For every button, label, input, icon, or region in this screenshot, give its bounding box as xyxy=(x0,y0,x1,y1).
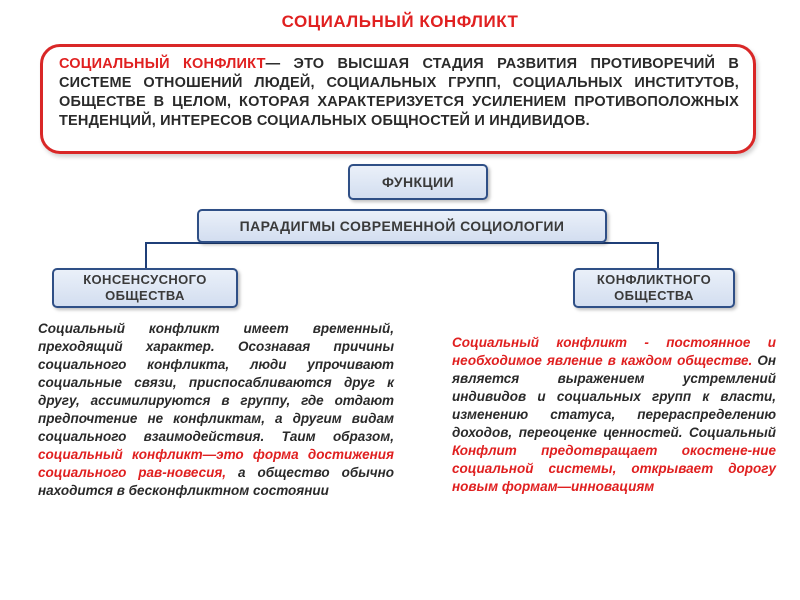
node-conflict-line1: КОНФЛИКТНОГО xyxy=(596,272,712,287)
conflict-text-part1: Он является выражением устремлений индивидов и социальных групп к власти, изменению статуса, перераспределению доходов, переоценке ценностей. Социальный xyxy=(452,353,777,440)
node-paradigms-label: ПАРАДИГМЫ СОВРЕМЕННОЙ СОЦИОЛОГИИ xyxy=(239,218,565,234)
conflict-description xyxy=(452,334,776,496)
node-consensus-society xyxy=(52,268,238,308)
node-functions xyxy=(348,164,488,200)
consensus-text-part2: а общество обычно находится в бесконфликтном состоянии xyxy=(38,465,394,498)
definition-term: СОЦИАЛЬНЫЙ КОНФЛИКТ xyxy=(59,56,266,72)
conflict-text-highlight2: Конфлит предотвращает окостене-ние социальной системы, открывает дорогу новым формам—инновациям xyxy=(452,443,776,494)
consensus-description xyxy=(38,320,394,500)
node-functions-label: ФУНКЦИИ xyxy=(382,174,454,190)
node-consensus-line2: ОБЩЕСТВА xyxy=(105,288,185,303)
node-conflict-society xyxy=(573,268,735,308)
node-consensus-line1: КОНСЕНСУСНОГО xyxy=(83,272,207,287)
node-conflict-line2: ОБЩЕСТВА xyxy=(614,288,694,303)
page-title: СОЦИАЛЬНЫЙ КОНФЛИКТ xyxy=(281,12,519,31)
node-paradigms xyxy=(197,209,607,243)
conflict-text-highlight1: Социальный конфликт - постоянное и необходимое явление в каждом обществе. xyxy=(452,335,776,368)
consensus-text-highlight: социальный конфликт—это форма достижения социального рав-новесия, xyxy=(38,447,394,480)
definition-text: — ЭТО ВЫСШАЯ СТАДИЯ РАЗВИТИЯ ПРОТИВОРЕЧИЙ В СИСТЕМЕ ОТНОШЕНИЙ ЛЮДЕЙ, СОЦИАЛЬНЫХ ГРУПП, СОЦИАЛЬНЫХ ИНСТИТУТОВ, ОБЩЕСТВЕ В ЦЕЛОМ, КОТОРАЯ ХАРАКТЕРИЗУЕТСЯ УСИЛЕНИЕМ ПРОТИВОПОЛОЖНЫХ ТЕНДЕНЦИЙ, ИНТЕРЕСОВ СОЦИАЛЬНЫХ ОБЩНОСТЕЙ И ИНДИВИДОВ. xyxy=(59,56,739,129)
consensus-text-part1: Социальный конфликт имеет временный, преходящий характер. Осознавая причины социального конфликта, люди упрочивают социальные связи, приспосабливаются друг к другу, ассимилируются в группу, где отдают предпочтение не конфликтам, а другим видам социального взаимодействия. Таим образом, xyxy=(38,321,394,444)
